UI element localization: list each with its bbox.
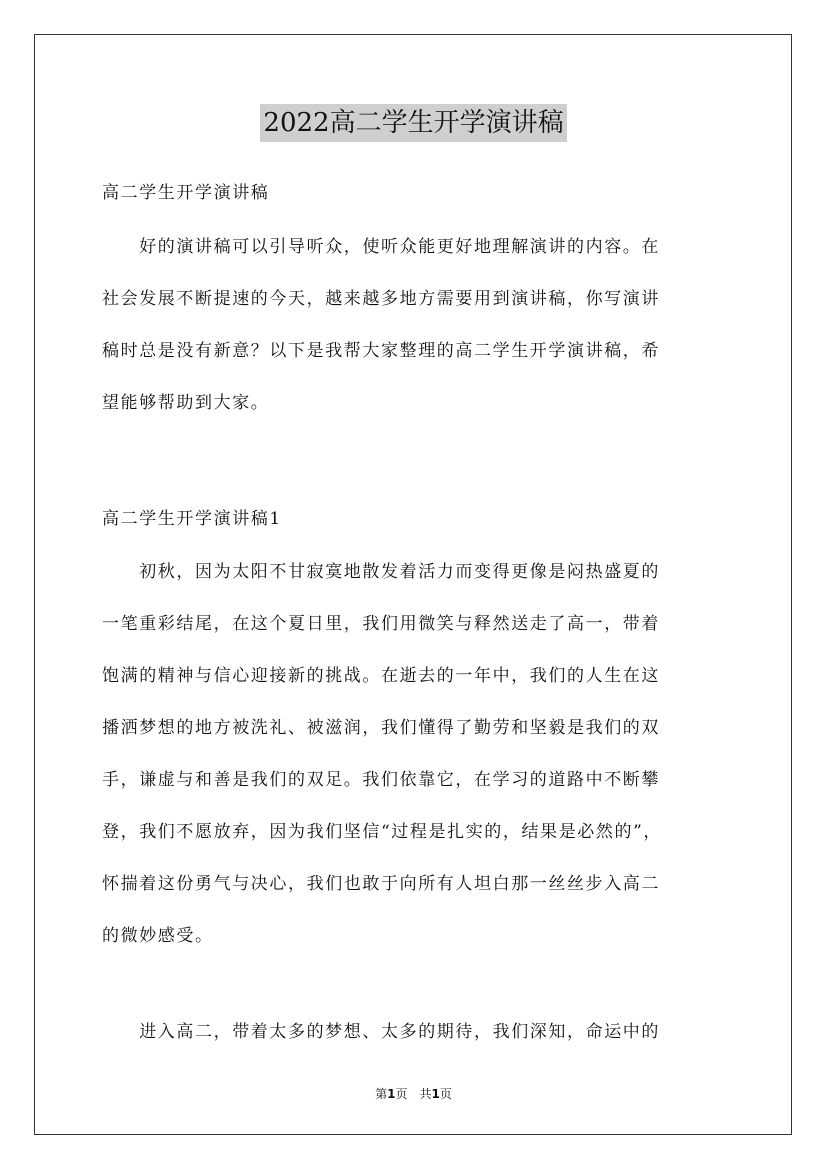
para2-line-1: 进入高二，带着太多的梦想、太多的期待，我们深知，命运中的	[102, 1022, 660, 1042]
para1-line-4: 播洒梦想的地方被洗礼、被滋润，我们懂得了勤劳和坚毅是我们的双	[102, 718, 660, 738]
title-container	[0, 104, 827, 142]
paragraph-2	[102, 1017, 726, 1047]
para1-line-7: 怀揣着这份勇气与决心，我们也敢于向所有人坦白那一丝丝步入高二	[102, 874, 660, 894]
section-heading-block	[102, 504, 726, 534]
document-subtitle: 高二学生开学演讲稿	[102, 183, 270, 203]
intro-line-2: 社会发展不断提速的今天，越来越多地方需要用到演讲稿，你写演讲	[102, 289, 660, 309]
subtitle-block	[102, 178, 726, 208]
footer-page-number: 1	[387, 1087, 396, 1101]
para1-line-3: 饱满的精神与信心迎接新的挑战。在逝去的一年中，我们的人生在这	[102, 666, 660, 686]
footer-prefix: 第	[375, 1087, 388, 1101]
para1-line-8: 的微妙感受。	[102, 926, 214, 946]
intro-line-1: 好的演讲稿可以引导听众，使听众能更好地理解演讲的内容。在	[102, 237, 660, 257]
para1-line-6: 登，我们不愿放弃，因为我们坚信“过程是扎实的，结果是必然的”，	[102, 822, 662, 842]
page-footer	[0, 1085, 827, 1102]
intro-line-4: 望能够帮助到大家。	[102, 393, 270, 413]
footer-suffix: 页	[439, 1087, 452, 1101]
para1-line-5: 手，谦虚与和善是我们的双足。我们依靠它，在学习的道路中不断攀	[102, 770, 660, 790]
section-heading: 高二学生开学演讲稿1	[102, 509, 282, 529]
document-title: 2022高二学生开学演讲稿	[260, 104, 566, 142]
footer-mid: 页 共	[395, 1087, 432, 1101]
paragraph-1	[102, 557, 726, 951]
para1-line-2: 一笔重彩结尾，在这个夏日里，我们用微笑与释然送走了高一，带着	[102, 614, 660, 634]
para1-line-1: 初秋，因为太阳不甘寂寞地散发着活力而变得更像是闷热盛夏的	[102, 562, 660, 582]
intro-paragraph	[102, 232, 726, 418]
footer-total-pages: 1	[431, 1087, 440, 1101]
intro-line-3: 稿时总是没有新意？以下是我帮大家整理的高二学生开学演讲稿，希	[102, 341, 660, 361]
